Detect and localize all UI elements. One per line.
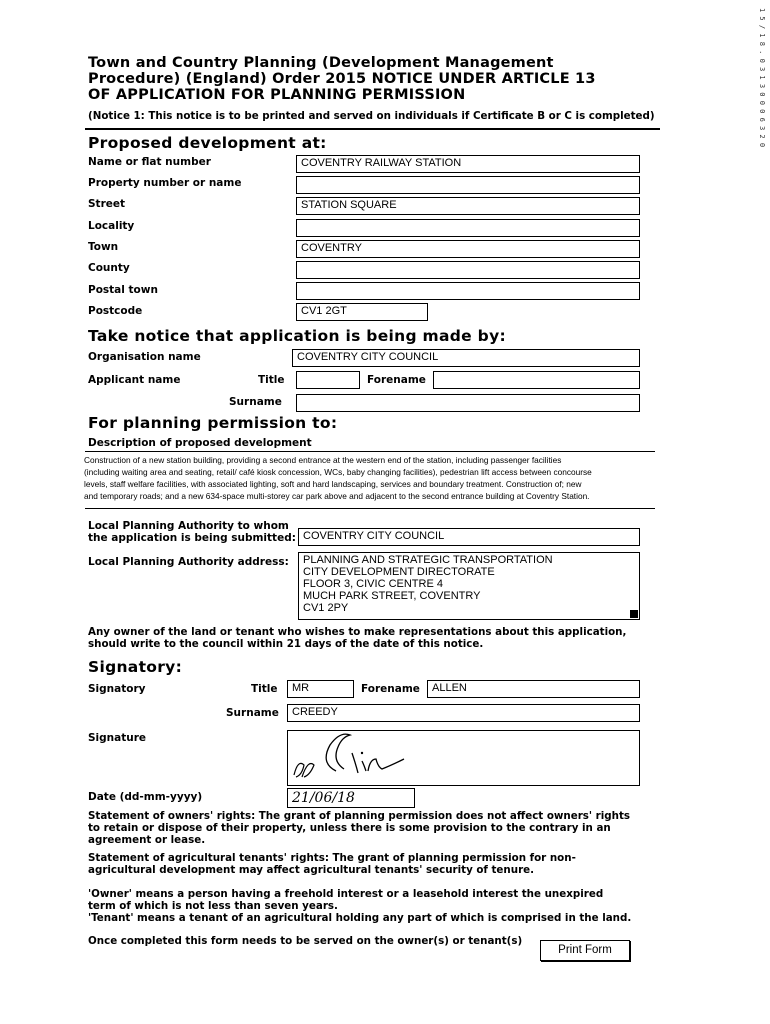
- postal-town-field[interactable]: [296, 282, 640, 300]
- signatory-surname-label: Surname: [226, 707, 279, 719]
- applicant-forename-label: Forename: [367, 374, 426, 386]
- property-label: Property number or name: [88, 177, 242, 189]
- signatory-heading: Signatory:: [88, 658, 183, 676]
- scroll-indicator-icon[interactable]: [630, 610, 638, 618]
- form-subtitle: (Notice 1: This notice is to be printed and served on individuals if Certificate B or C is completed): [88, 110, 655, 122]
- statement-line: agricultural development may affect agricultural tenants' security of tenure.: [88, 864, 535, 876]
- agricultural-rights-statement: [88, 852, 688, 876]
- signatory-forename-field[interactable]: ALLEN: [427, 680, 640, 698]
- postal-town-label: Postal town: [88, 284, 158, 296]
- address-line: MUCH PARK STREET, COVENTRY: [303, 590, 481, 602]
- org-field[interactable]: COVENTRY CITY COUNCIL: [292, 349, 640, 367]
- print-form-button[interactable]: Print Form: [540, 940, 630, 961]
- scan-stamp: 1 5 / 1 8 . 0 3 1 3 0 0 0 6 3 2 0: [758, 8, 766, 148]
- street-field[interactable]: STATION SQUARE: [296, 197, 640, 215]
- signatory-forename-label: Forename: [361, 683, 420, 695]
- statement-line: term of which is not less than seven years.: [88, 900, 338, 912]
- locality-label: Locality: [88, 220, 135, 232]
- statement-line: agreement or lease.: [88, 834, 206, 846]
- description-line: Construction of a new station building, providing a second entrance at the western end of the station, including passenger facilities: [84, 455, 562, 465]
- postcode-label: Postcode: [88, 305, 143, 317]
- handwritten-signature: [288, 731, 488, 785]
- town-field[interactable]: COVENTRY: [296, 240, 640, 258]
- postcode-field[interactable]: CV1 2GT: [296, 303, 428, 321]
- representations-line: Any owner of the land or tenant who wishes to make representations about this application,: [88, 626, 627, 638]
- address-line: CITY DEVELOPMENT DIRECTORATE: [303, 566, 495, 578]
- date-label: Date (dd-mm-yyyy): [88, 791, 203, 803]
- statement-line: 'Owner' means a person having a freehold interest or a leasehold interest the unexpired: [88, 888, 604, 900]
- applicant-surname-field[interactable]: [296, 394, 640, 412]
- description-top-rule: [85, 451, 655, 452]
- applicant-heading: Take notice that application is being made by:: [88, 327, 506, 345]
- applicant-surname-label: Surname: [229, 396, 282, 408]
- signatory-title-label: Title: [251, 683, 278, 695]
- lpa-label-line: the application is being submitted:: [88, 532, 296, 544]
- signature-field[interactable]: [287, 730, 640, 786]
- signatory-title-field[interactable]: MR: [287, 680, 354, 698]
- definitions-statement: [88, 888, 688, 924]
- org-label: Organisation name: [88, 351, 201, 363]
- description-label: Description of proposed development: [88, 437, 312, 449]
- address-line: FLOOR 3, CIVIC CENTRE 4: [303, 578, 443, 590]
- description-line: and temporary roads; and a new 634-space multi-storey car park above and adjacent to the second entrance building at Coventry Station.: [84, 491, 590, 501]
- lpa-label-line: Local Planning Authority to whom: [88, 520, 289, 532]
- signatory-surname-field[interactable]: CREEDY: [287, 704, 640, 722]
- name-label: Name or flat number: [88, 156, 211, 168]
- locality-field[interactable]: [296, 219, 640, 237]
- statement-line: Statement of agricultural tenants' rights: The grant of planning permission for non-: [88, 852, 576, 864]
- title-divider: [85, 128, 660, 130]
- town-label: Town: [88, 241, 119, 253]
- owners-rights-statement: [88, 810, 688, 846]
- description-bottom-rule: [85, 508, 655, 509]
- lpa-label: [88, 520, 296, 544]
- lpa-name-field[interactable]: COVENTRY CITY COUNCIL: [298, 528, 640, 546]
- served-note: Once completed this form needs to be served on the owner(s) or tenant(s): [88, 935, 523, 947]
- lpa-address-label: Local Planning Authority address:: [88, 556, 289, 568]
- description-text[interactable]: [84, 454, 654, 502]
- date-field[interactable]: 21/06/18: [287, 788, 415, 808]
- statement-line: Statement of owners' rights: The grant of planning permission does not affect owners' rights: [88, 810, 631, 822]
- representations-note: [88, 626, 688, 650]
- applicant-title-field[interactable]: [296, 371, 360, 389]
- lpa-address-field[interactable]: [298, 552, 640, 620]
- applicant-title-label: Title: [258, 374, 285, 386]
- representations-line: should write to the council within 21 days of the date of this notice.: [88, 638, 484, 650]
- county-label: County: [88, 262, 130, 274]
- property-field[interactable]: [296, 176, 640, 194]
- name-field[interactable]: COVENTRY RAILWAY STATION: [296, 155, 640, 173]
- statement-line: to retain or dispose of their property, unless there is some provision to the contrary in an: [88, 822, 611, 834]
- permission-heading: For planning permission to:: [88, 414, 338, 432]
- signature-label: Signature: [88, 732, 147, 744]
- county-field[interactable]: [296, 261, 640, 279]
- address-line: CV1 2PY: [303, 602, 349, 614]
- description-line: (including waiting area and seating, retail/ café kiosk concession, WCs, baby changing facilities), pedestrian lift access between concourse: [84, 467, 592, 477]
- description-line: levels, staff welfare facilities, with associated lighting, soft and hard landscaping, services and boundary treatment. Construction of; new: [84, 479, 582, 489]
- applicant-forename-field[interactable]: [433, 371, 640, 389]
- proposed-heading: Proposed development at:: [88, 134, 327, 152]
- applicant-name-label: Applicant name: [88, 374, 181, 386]
- street-label: Street: [88, 198, 126, 210]
- address-line: PLANNING AND STRATEGIC TRANSPORTATION: [303, 554, 553, 566]
- form-title: Town and Country Planning (Development Management Procedure) (England) Order 2015 NOTICE UNDER ARTICLE 13 OF APPLICATION FOR PLANNING PERMISSION: [88, 55, 596, 103]
- statement-line: 'Tenant' means a tenant of an agricultural holding any part of which is comprised in the land.: [88, 912, 632, 924]
- signatory-label: Signatory: [88, 683, 146, 695]
